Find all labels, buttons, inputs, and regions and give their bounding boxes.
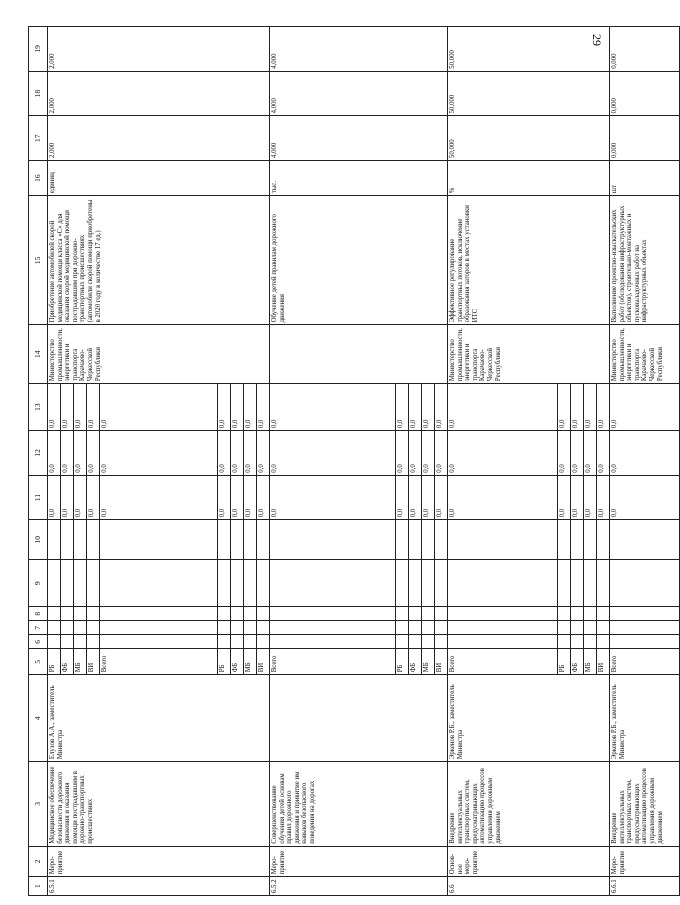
value-c11: 0,0 [218,475,231,520]
column-header: 10 [29,520,48,560]
value-c12: 0,0 [74,431,87,476]
empty-cell [74,621,87,635]
value-c13: 0,0 [396,384,409,431]
fund-source: ВИ [597,649,610,675]
empty-cell [571,607,584,621]
empty-cell [244,607,257,621]
measure-name: Медицинское обеспечение безопасности дорожного движения и оказания помощи пострадавшим в дорожно-транспортных происшествиях [48,762,270,847]
empty-cell [87,560,100,607]
value-c12: 0,0 [422,431,435,476]
row-type: Меро- приятие [610,846,680,877]
fund-source: РБ [396,649,409,675]
measure-name: Совершенствование обучения детей основам правил дорожного движения и привитие им навыков безопасного поведения на дорогах [270,762,448,847]
value-c13: 0,0 [422,384,435,431]
empty-cell [597,635,610,649]
empty-cell [558,635,571,649]
value-c12: 0,0 [584,431,597,476]
empty-cell [231,635,244,649]
fund-source: МБ [422,649,435,675]
value-c11: 0,0 [74,475,87,520]
column-header: 4 [29,675,48,762]
column-header: 2 [29,846,48,877]
empty-cell [448,607,558,621]
column-header: 9 [29,560,48,607]
empty-cell [218,520,231,560]
value-c12: 0,0 [48,431,61,476]
value-c13: 0,0 [100,384,218,431]
value-c13: 0,0 [74,384,87,431]
value-c13: 0,0 [435,384,448,431]
value-c12: 0,0 [396,431,409,476]
row-type: Основ- ное меро- приятие [448,846,610,877]
value-2017: 0,000 [610,116,680,161]
empty-cell [396,520,409,560]
value-c13: 0,0 [257,384,270,431]
empty-cell [244,635,257,649]
row-number: 6.6.1 [610,877,680,896]
value-c12: 0,0 [61,431,74,476]
empty-cell [584,560,597,607]
table-row [610,27,680,896]
unit: шт [610,161,680,196]
value-2018: 2,000 [48,71,270,116]
empty-cell [571,621,584,635]
empty-cell [218,607,231,621]
empty-cell [218,621,231,635]
empty-cell [610,520,680,560]
executor [270,675,448,762]
empty-cell [218,635,231,649]
empty-cell [584,520,597,560]
empty-cell [571,635,584,649]
empty-cell [87,621,100,635]
unit: тыс. [270,161,448,196]
empty-cell [409,520,422,560]
empty-cell [244,520,257,560]
empty-cell [396,635,409,649]
empty-cell [435,635,448,649]
empty-cell [100,560,218,607]
value-2019: 0,000 [610,27,680,72]
program-table [28,26,680,896]
empty-cell [409,560,422,607]
value-c13: 0,0 [558,384,571,431]
column-header: 13 [29,384,48,431]
empty-cell [48,560,61,607]
empty-cell [597,520,610,560]
empty-cell [571,560,584,607]
value-c11: 0,0 [257,475,270,520]
column-header: 5 [29,649,48,675]
header-row [29,27,48,896]
empty-cell [74,520,87,560]
empty-cell [48,621,61,635]
empty-cell [231,560,244,607]
empty-cell [584,621,597,635]
executor: Елузов А.А., заместитель Министра [48,675,270,762]
empty-cell [558,621,571,635]
value-c12: 0,0 [610,431,680,476]
row-number: 6.6 [448,877,610,896]
empty-cell [448,635,558,649]
empty-cell [435,607,448,621]
table-row [270,27,396,896]
empty-cell [435,520,448,560]
column-header: 12 [29,431,48,476]
value-2018: 50,000 [448,71,610,116]
value-c11: 0,0 [597,475,610,520]
value-c12: 0,0 [257,431,270,476]
value-c11: 0,0 [610,475,680,520]
column-header: 8 [29,607,48,621]
value-c13: 0,0 [597,384,610,431]
empty-cell [87,607,100,621]
responsible: Министерство промышленности, энергетики и транспорта Карачаево-Черкесской Республики [610,325,680,384]
value-c13: 0,0 [409,384,422,431]
fund-source: РБ [48,649,61,675]
value-c13: 0,0 [87,384,100,431]
empty-cell [244,621,257,635]
table-row [48,27,61,896]
fund-source: ФБ [231,649,244,675]
value-c12: 0,0 [87,431,100,476]
empty-cell [396,560,409,607]
value-c11: 0,0 [270,475,396,520]
fund-source: Всего [270,649,396,675]
empty-cell [571,520,584,560]
fund-source: Всего [610,649,680,675]
empty-cell [396,621,409,635]
empty-cell [448,560,558,607]
value-c11: 0,0 [396,475,409,520]
row-type: Меро- приятие [48,846,270,877]
value-c12: 0,0 [558,431,571,476]
unit: % [448,161,610,196]
unit: единиц [48,161,270,196]
empty-cell [448,621,558,635]
empty-cell [409,621,422,635]
column-header: 7 [29,621,48,635]
value-c12: 0,0 [597,431,610,476]
empty-cell [61,635,74,649]
value-2018: 0,000 [610,71,680,116]
empty-cell [270,621,396,635]
empty-cell [597,560,610,607]
column-header: 1 [29,877,48,896]
value-c11: 0,0 [558,475,571,520]
indicator: Эффективное регулирование транспортных потоков, исключение образования заторов в местах установки ИТС [448,196,610,325]
empty-cell [409,635,422,649]
fund-source: МБ [244,649,257,675]
empty-cell [597,607,610,621]
empty-cell [597,621,610,635]
column-header: 16 [29,161,48,196]
executor: Эркенов Р.Б., заместитель Министра [610,675,680,762]
value-c13: 0,0 [270,384,396,431]
value-c11: 0,0 [231,475,244,520]
value-c13: 0,0 [584,384,597,431]
empty-cell [584,607,597,621]
rotated-page [28,26,664,896]
empty-cell [270,560,396,607]
indicator: Выполнение проектно-изыскательских работ (обследования инфраструктурных объектов), строительно-монтажных и пусконаладочных работ на инфраструктурных объектах [610,196,680,325]
empty-cell [231,621,244,635]
fund-source: РБ [558,649,571,675]
column-header: 19 [29,27,48,72]
row-type: Меро- приятие [270,846,448,877]
indicator: Обучение детей правилам дорожного движения [270,196,448,325]
responsible [270,325,448,384]
measure-name: Внедрение интеллектуальных транспортных систем, предусматривающих автоматизацию процессов управления дорожным движением [610,762,680,847]
fund-source: Всего [448,649,558,675]
value-c11: 0,0 [244,475,257,520]
column-header: 18 [29,71,48,116]
empty-cell [610,621,680,635]
value-c13: 0,0 [218,384,231,431]
empty-cell [270,520,396,560]
value-c12: 0,0 [435,431,448,476]
value-c13: 0,0 [61,384,74,431]
value-2017: 2,000 [48,116,270,161]
fund-source: МБ [74,649,87,675]
value-c11: 0,0 [87,475,100,520]
column-header: 3 [29,762,48,847]
empty-cell [231,607,244,621]
empty-cell [435,621,448,635]
empty-cell [435,560,448,607]
value-c11: 0,0 [571,475,584,520]
value-c11: 0,0 [48,475,61,520]
value-c12: 0,0 [409,431,422,476]
fund-source: МБ [584,649,597,675]
empty-cell [61,607,74,621]
empty-cell [270,635,396,649]
empty-cell [257,621,270,635]
empty-cell [422,560,435,607]
value-c13: 0,0 [231,384,244,431]
fund-source: ВИ [257,649,270,675]
fund-source: ФБ [409,649,422,675]
empty-cell [610,607,680,621]
empty-cell [257,560,270,607]
value-c11: 0,0 [100,475,218,520]
responsible: Министерство промышленности, энергетики и транспорта Карачаево-Черкесской Республики [448,325,610,384]
empty-cell [74,560,87,607]
row-number: 6.5.1 [48,877,270,896]
indicator: Приобретение автомобилей скорой медицинской помощи класса «С» для оказания скорой медицинской помощи пострадавшим при дорожно-транспортных происшествиях (автомобили скорой помощи приобретены в 2020 году в количестве 17 ед.) [48,196,270,325]
fund-source: Всего [100,649,218,675]
value-c12: 0,0 [231,431,244,476]
empty-cell [257,520,270,560]
column-header: 11 [29,475,48,520]
empty-cell [100,635,218,649]
empty-cell [584,635,597,649]
value-2019: 50,000 [448,27,610,72]
empty-cell [87,520,100,560]
fund-source: ВИ [87,649,100,675]
value-2017: 4,000 [270,116,448,161]
column-header: 17 [29,116,48,161]
value-2019: 4,000 [270,27,448,72]
empty-cell [270,607,396,621]
empty-cell [74,635,87,649]
value-c12: 0,0 [270,431,396,476]
value-2019: 2,000 [48,27,270,72]
value-c13: 0,0 [448,384,558,431]
empty-cell [409,607,422,621]
empty-cell [61,520,74,560]
empty-cell [61,560,74,607]
empty-cell [48,607,61,621]
fund-source: ФБ [61,649,74,675]
empty-cell [100,520,218,560]
column-header: 14 [29,325,48,384]
table-row [448,27,558,896]
page-number: 29 [590,34,604,46]
empty-cell [422,635,435,649]
value-c13: 0,0 [571,384,584,431]
fund-source: РБ [218,649,231,675]
value-c13: 0,0 [610,384,680,431]
value-c11: 0,0 [422,475,435,520]
responsible: Министерство промышленности, энергетики и транспорта Карачаево-Черкесской Республики [48,325,270,384]
value-c12: 0,0 [448,431,558,476]
empty-cell [422,607,435,621]
value-c11: 0,0 [584,475,597,520]
column-header: 6 [29,635,48,649]
empty-cell [396,607,409,621]
empty-cell [422,520,435,560]
empty-cell [48,635,61,649]
value-2017: 50,000 [448,116,610,161]
value-c11: 0,0 [61,475,74,520]
empty-cell [231,520,244,560]
empty-cell [100,607,218,621]
empty-cell [610,635,680,649]
column-header: 15 [29,196,48,325]
value-c13: 0,0 [48,384,61,431]
empty-cell [48,520,61,560]
empty-cell [558,607,571,621]
empty-cell [257,635,270,649]
executor: Эркенов Р.Б., заместитель Министра [448,675,610,762]
empty-cell [558,520,571,560]
value-2018: 4,000 [270,71,448,116]
empty-cell [244,560,257,607]
empty-cell [257,607,270,621]
value-c12: 0,0 [218,431,231,476]
measure-name: Внедрение интеллектуальных транспортных систем, предусматривающих автоматизацию процессов управления дорожным движением [448,762,610,847]
table-body [29,27,680,896]
fund-source: ВИ [435,649,448,675]
value-c12: 0,0 [244,431,257,476]
row-number: 6.5.2 [270,877,448,896]
value-c11: 0,0 [435,475,448,520]
empty-cell [74,607,87,621]
value-c11: 0,0 [409,475,422,520]
fund-source: ФБ [571,649,584,675]
empty-cell [218,560,231,607]
empty-cell [610,560,680,607]
empty-cell [100,621,218,635]
empty-cell [448,520,558,560]
value-c12: 0,0 [100,431,218,476]
value-c12: 0,0 [571,431,584,476]
value-c11: 0,0 [448,475,558,520]
empty-cell [87,635,100,649]
empty-cell [422,621,435,635]
empty-cell [61,621,74,635]
empty-cell [558,560,571,607]
value-c13: 0,0 [244,384,257,431]
